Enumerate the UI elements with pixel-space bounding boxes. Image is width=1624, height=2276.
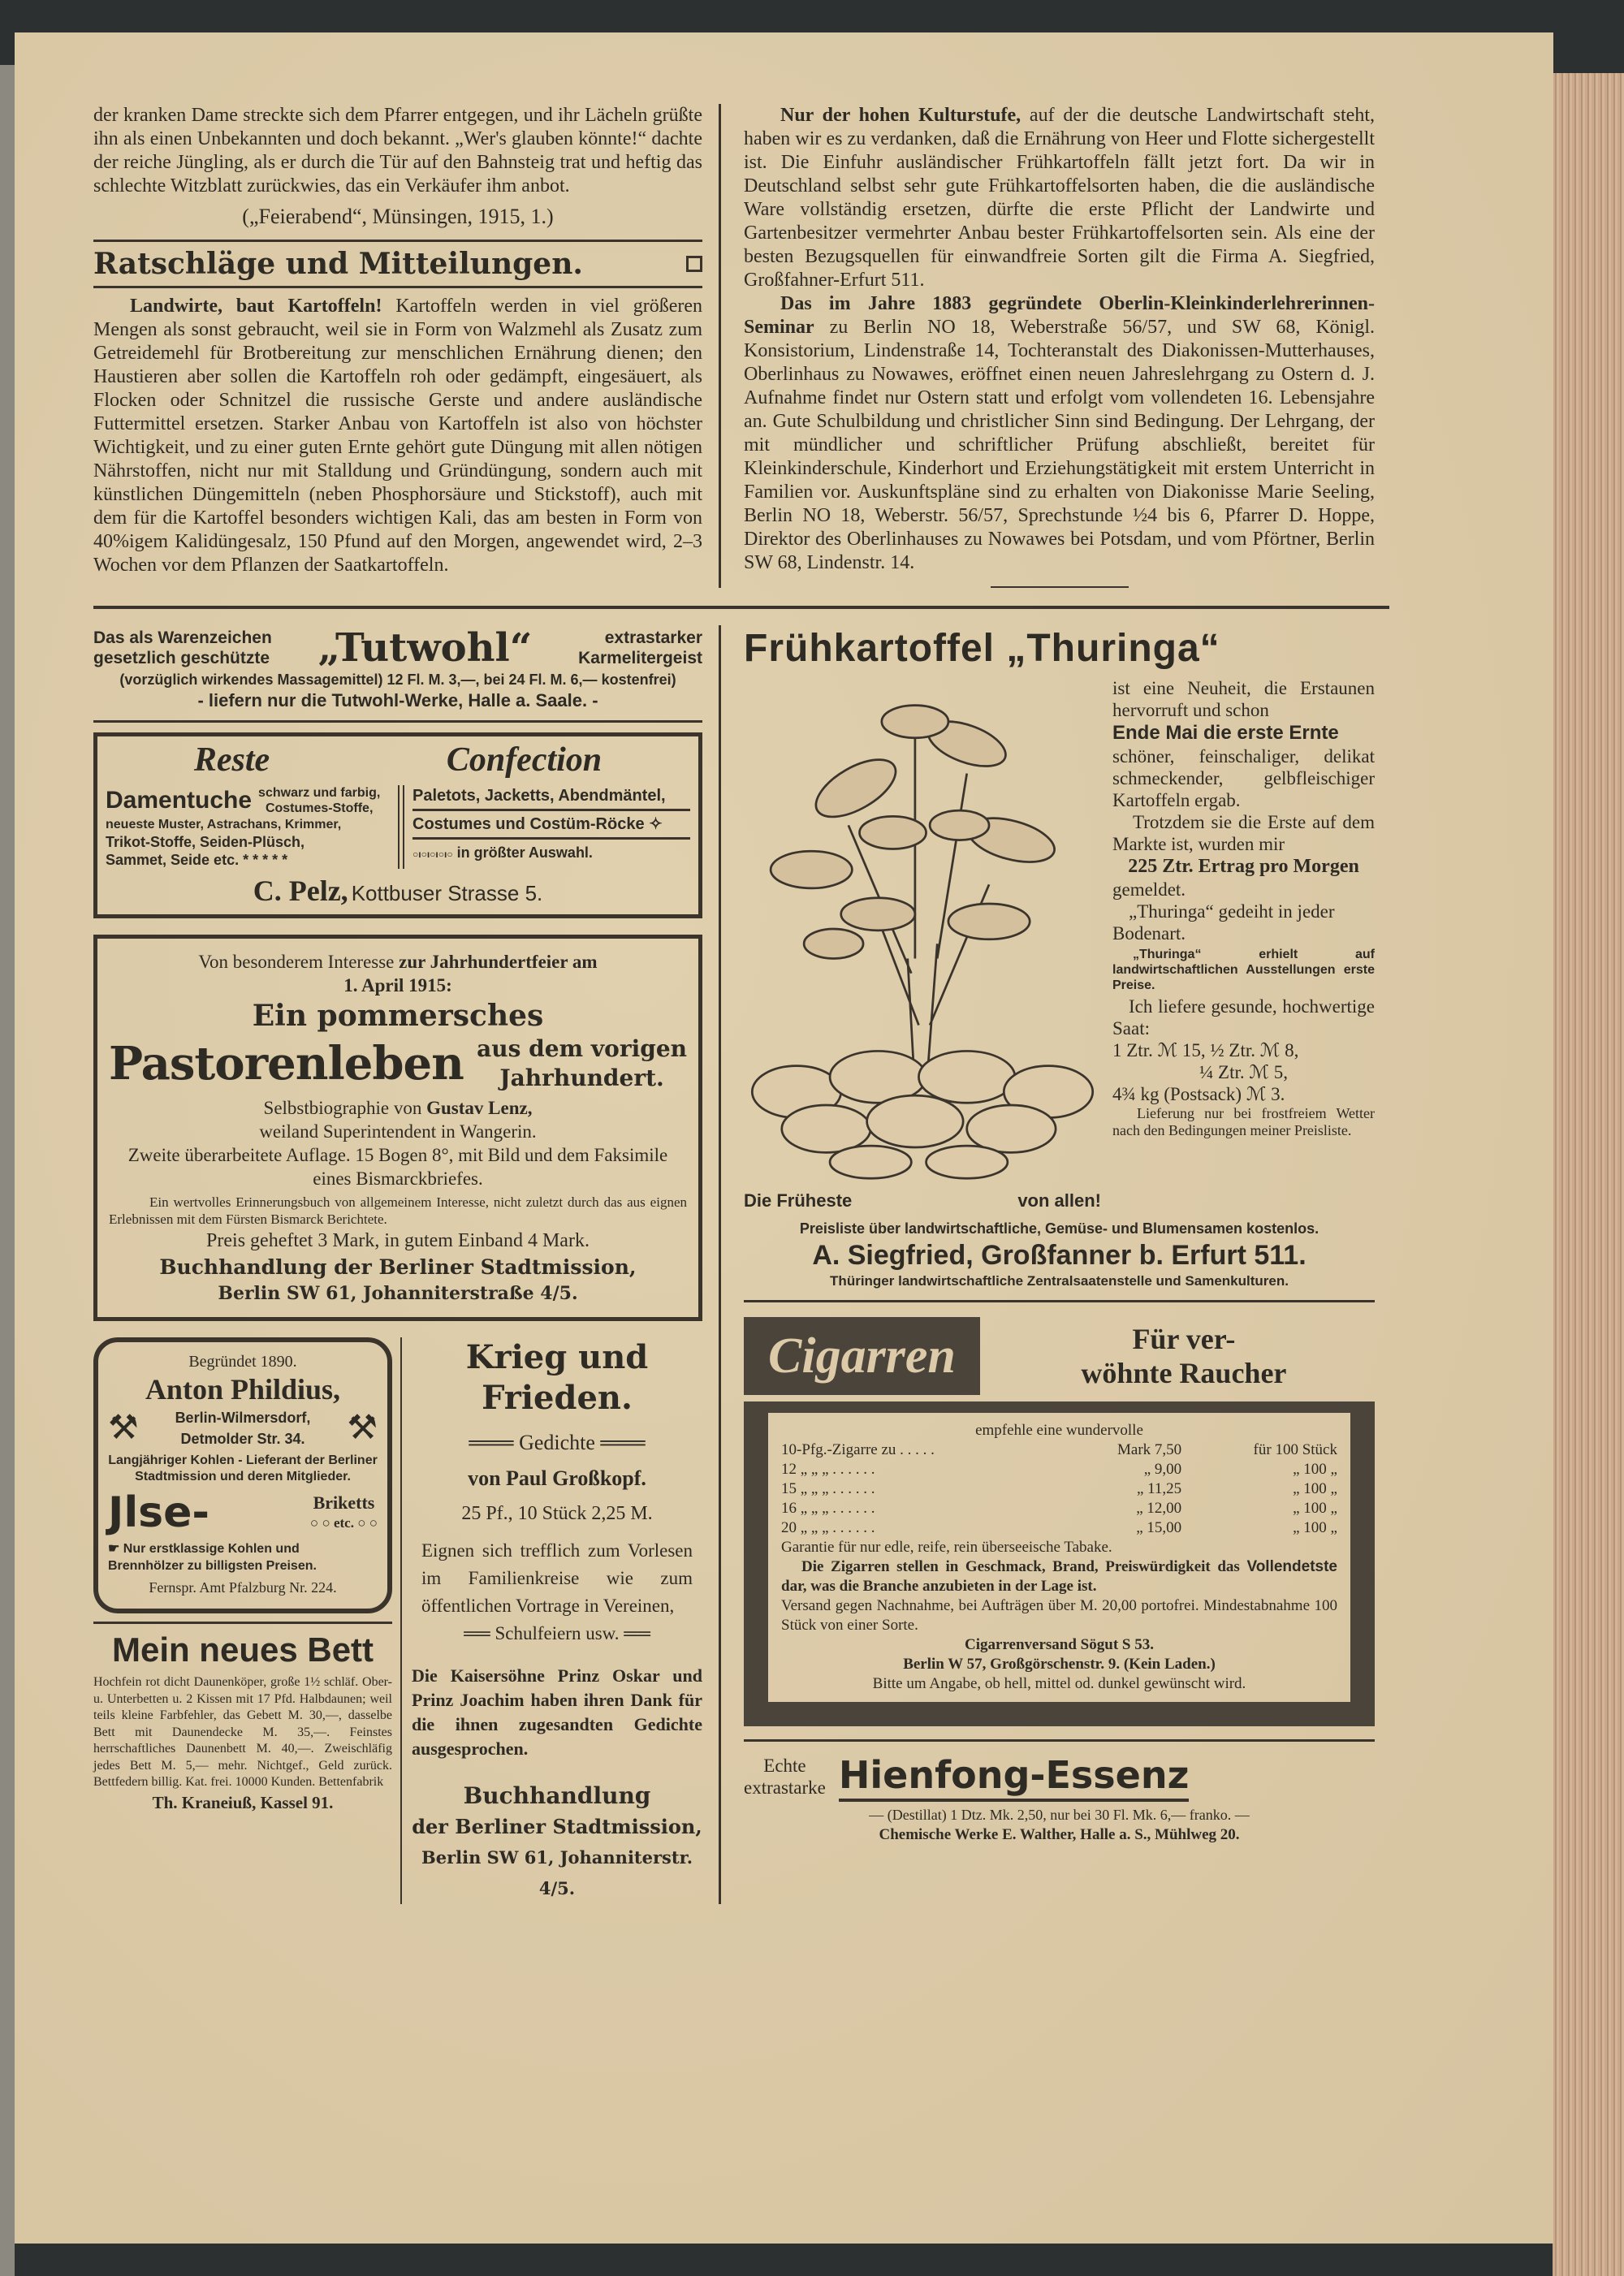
section-heading: Ratschläge und Mitteilungen. xyxy=(93,247,583,281)
ad-text: ☛ Nur erstklassige Kohlen und Brennhölzer zu billigsten Preisen. xyxy=(108,1542,317,1573)
price-row xyxy=(781,1460,1337,1479)
ad-text: „Thuringa“ gedeiht in jeder Bodenart. xyxy=(1112,901,1335,944)
price-row xyxy=(781,1499,1337,1518)
ad-right-block: Paletots, Jacketts, Abendmäntel, Costumes und Costüm-Röcke ✧ ○ı○ı○ı○ı○ in größter Auswahl. xyxy=(412,785,690,869)
bottom-left-subcolumn xyxy=(93,1337,400,1904)
article-kulturstufe xyxy=(744,104,1375,292)
price-row xyxy=(781,1440,1337,1460)
bottom-left-ads xyxy=(93,1337,702,1904)
ad-text: neueste Muster, Astrachans, Krimmer, xyxy=(106,818,342,831)
price-cell: „ 9,00 xyxy=(1143,1461,1182,1478)
right-ads-column xyxy=(719,625,1375,1904)
price-cell: „ 100 „ xyxy=(1293,1480,1337,1497)
divider xyxy=(93,720,702,723)
ad-brand: „Tutwohl“ xyxy=(317,625,533,671)
price-cell: „ 12,00 xyxy=(1136,1500,1182,1517)
scan-left-edge xyxy=(0,65,15,2276)
ad-text: Garantie für nur edle, reife, rein überseeische Tabake. Die Zigarren stellen in Geschmack, Brand, Preiswürdigkeit das Vollendetste dar, was die Branche anzubieten in der Lage ist. Versand gegen Nachnahme, bei Aufträgen über M. 20,00 portofrei. Mindestabnahme 100 Stück von einer Sorte. Cigarrenversand Sögut S 53. Berlin W 57, Großgörschenstr. 9. (Kein Laden.) Bitte um Angabe, ob hell, mittel od. dunkel gewünscht wird. xyxy=(781,1539,1337,1692)
article-body: Kartoffeln werden in viel größeren Mengen als sonst gebraucht, weil sie in Form von Walzmehl als Zusatz zum Getreidemehl für Brotbereitung zur menschlichen Ernährung dienen; den Haustieren aber sollen die Kartoffeln roh oder gedämpft, eingesäuert, als Flocken oder Schnitzel die russische Gerste und andere ausländische Futtermittel ersetzen. Starker Anbau von Kartoffeln ist also von höchster Wichtigkeit, und zu einer guten Ernte gehört gute Düngung mit allen nötigen Nährstoffen, nicht nur mit Stalldung und Gründüngung, sondern auch mit künstlichen Düngemitteln (neben Phosphorsäure und Stickstoff), auch mit dem für die Kartoffel besonders wichtigen Kali, das am besten in Form von 40%igem Kalidüngesalz, 150 Pfund auf den Morgen, angewendet wird, 2–3 Wochen vor dem Pflanzen der Saatkartoffeln. xyxy=(93,296,702,576)
ad-price: ¼ Ztr. ℳ 5, xyxy=(1199,1062,1288,1082)
ad-text: ══ Schulfeiern usw. ══ xyxy=(464,1623,650,1643)
ad-title: Krieg und Frieden. xyxy=(465,1338,649,1417)
price-cell: „ 100 „ xyxy=(1293,1461,1337,1478)
ad-price: 25 Pf., 10 Stück 2,25 M. xyxy=(461,1503,653,1524)
ad-title: Confection xyxy=(446,741,603,779)
ad-text: Lieferung nur bei frostfreiem Wetter nach den Bedingungen meiner Preisliste. xyxy=(1112,1105,1375,1138)
ad-text: Von besonderem Interesse zur Jahrhundertfeier am 1. April 1915: xyxy=(198,952,598,995)
potato-plant-illustration xyxy=(744,677,1101,1181)
divider xyxy=(991,586,1129,588)
ad-headline: Für ver- wöhnte Raucher xyxy=(1081,1323,1287,1389)
ad-price: 4¾ kg (Postsack) ℳ 3. xyxy=(1112,1084,1285,1104)
price-cell: Mark 7,50 xyxy=(1117,1441,1182,1458)
right-column xyxy=(719,104,1375,588)
ad-phildius xyxy=(93,1337,392,1613)
ad-brand: Jlse- xyxy=(108,1488,209,1537)
ad-text: Begründet 1890. xyxy=(188,1353,297,1371)
ad-text: Ich liefere gesunde, hochwertige Saat: xyxy=(1112,996,1375,1039)
ads-section xyxy=(93,625,1389,1904)
divider xyxy=(744,1739,1375,1742)
ad-signature: C. Pelz, Kottbuser Strasse 5. xyxy=(253,875,543,907)
ad-advertiser: Anton Phildius, xyxy=(145,1373,341,1406)
ad-text: Hochfein rot dicht Daunenköper, große 1½ schläf. Ober- u. Unterbetten u. 2 Kissen mit 17 Pfd. Halbdaunen; weil teils kleine Farbfehler, das Gebett M. 30,—, dasselbe Bett mit Daunendecke M. 35,—. Feinstes herrschaftliches Daunenbett M. 40,—. Zweischläfig jedes Bett M. 5,— mehr. Nichtgef., Geld zurück. Bettfedern billig. Kat. frei. 10000 Kunden. Bettenfabrik xyxy=(93,1675,392,1789)
ad-left-block xyxy=(106,785,390,869)
ad-pastorenleben xyxy=(93,935,702,1321)
ad-text: gemeldet. xyxy=(1112,879,1186,900)
ad-thuringa xyxy=(744,625,1375,1290)
section-heading-row xyxy=(93,242,702,286)
ad-text: Preisliste über landwirtschaftliche, Gemüse- und Blumensamen kostenlos. xyxy=(799,1220,1320,1237)
article-lead: Das im Jahre 1883 gegründete Oberlin-Kleinkinderlehrerinnen-Seminar xyxy=(744,293,1375,338)
ad-frame xyxy=(744,1401,1375,1726)
pointing-hand-icon: ☛ xyxy=(108,1542,123,1556)
ad-text: Das als Warenzeichen gesetzlich geschützte xyxy=(93,628,272,667)
ad-supplier: - liefern nur die Tutwohl-Werke, Halle a. Saale. - xyxy=(197,690,598,710)
ad-text: Selbstbiographie von Gustav Lenz, weiland Superintendent in Wangerin. xyxy=(259,1098,537,1142)
ad-publisher: Buchhandlung der Berliner Stadtmission, Berlin SW 61, Johanniterstraße 4/5. xyxy=(159,1255,637,1304)
ad-headline: Pastorenleben xyxy=(109,1037,464,1090)
hammers-icon: ⚒ xyxy=(347,1410,378,1447)
article-body: auf der die deutsche Landwirtschaft steht, haben wir es zu verdanken, daß die Ernährung von Heer und Flotte sichergestellt ist. Die Einfuhr ausländischer Frühkartoffeln fällt jetzt fort. Da wir in Deutschland selbst sehr gute Frühkartoffelsorten haben, die die ausländische Ware vollständig ersetzen, dürfte die erste Pflicht der Landwirte und Gartenbesitzer vermehrter Anbau bester Frühkartoffelsorten sein. Als eine der besten Bezugsquellen für einwandfreie Sorten gilt die Firma A. Siegfried, Großfahner-Erfurt 511. xyxy=(744,105,1376,291)
ad-banner: Cigarren xyxy=(744,1317,980,1395)
ad-text: Die Kaisersöhne Prinz Oskar und Prinz Joachim haben ihren Dank für die ihnen zugesandten Gedichte ausgesprochen. xyxy=(412,1665,702,1759)
article-body: zu Berlin NO 18, Weberstraße 56/57, und SW 68, Königl. Konsistorium, Lindenstraße 14, Tochteranstalt des Diakonissen-Mutterhauses, Oberlinhaus zu Nowawes, eröffnet einen neuen Jahreslehrgang zu Ostern d. J. Aufnahme findet nur Ostern statt und erfolgt vom vollendeten 16. Lebensjahre an. Gute Schulbildung und christlicher Sinn sind Bedingung. Der Lehrgang, der mit mündlicher und schriftlicher Prüfung abschließt, bereitet für Kleinkinderschule, Kinderhort und Erziehungstätigkeit mit erstem Unterricht in Familien vor. Auskunftspläne sind zu erhalten von Diakonisse Marie Seeling, Berlin NO 18, Weberstr. 56/57, Sprechstunde ½4 bis 6, Pfarrer D. Hoppe, Direktor des Oberlinhauses zu Nowawes bei Potsdam, und vom Pförtner, Berlin SW 68, Lindenstr. 14. xyxy=(744,317,1375,573)
ad-text: schöner, feinschaliger, delikat schmeckender, gelbfleischiger Kartoffeln ergab. xyxy=(1112,746,1375,810)
ad-title: Reste xyxy=(193,741,270,779)
ad-cigarren xyxy=(744,1317,1375,1726)
ad-advertiser: Chemische Werke E. Walther, Halle a. S., Mühlweg 20. xyxy=(879,1826,1240,1843)
price-cell: 15 „ „ „ . . . . . . xyxy=(781,1480,875,1497)
divider xyxy=(744,1300,1375,1302)
ad-text: Damentuche xyxy=(106,787,253,814)
ad-text-column xyxy=(1112,677,1375,1212)
price-cell: für 100 Stück xyxy=(1253,1441,1337,1458)
ad-text: „Thuringa“ erhielt auf landwirtschaftlichen Ausstellungen erste Preise. xyxy=(1112,948,1375,992)
ad-krieg-und-frieden xyxy=(400,1337,702,1904)
price-table xyxy=(781,1440,1337,1538)
ad-text: Echte extrastarke xyxy=(744,1756,826,1798)
price-cell: 10-Pfg.-Zigarre zu . . . . . xyxy=(781,1441,935,1458)
story-citation: („Feierabend“, Münsingen, 1915, 1.) xyxy=(242,205,554,228)
price-row xyxy=(781,1479,1337,1499)
price-cell: 12 „ „ „ . . . . . . xyxy=(781,1461,875,1478)
ad-address: Berlin-Wilmersdorf, Detmolder Str. 34. xyxy=(175,1410,311,1447)
price-row xyxy=(781,1518,1337,1538)
ad-hienfong xyxy=(744,1751,1375,1845)
ad-text: ist eine Neuheit, die Erstaunen hervorruft und schon xyxy=(1112,678,1375,720)
ad-pelz xyxy=(93,732,702,918)
ad-author: von Paul Großkopf. xyxy=(468,1466,646,1490)
price-cell: „ 100 „ xyxy=(1293,1519,1337,1536)
ad-title: Frühkartoffel „Thuringa“ xyxy=(744,627,1220,670)
column-divider xyxy=(398,785,404,869)
ad-text: Eignen sich trefflich zum Vorlesen im Familienkreise wie zum öffentlichen Vortrage in Vereinen, xyxy=(421,1540,693,1616)
left-ads-column xyxy=(93,625,719,1904)
ad-text: Briketts ○ ○ etc. ○ ○ xyxy=(309,1492,378,1531)
divider xyxy=(93,1622,392,1624)
price-cell: 20 „ „ „ . . . . . . xyxy=(781,1519,875,1536)
ad-price: (vorzüglich wirkendes Massagemittel) 12 Fl. M. 3,—, bei 24 Fl. M. 6,— kostenfrei) xyxy=(119,672,676,688)
price-cell: „ 15,00 xyxy=(1136,1519,1182,1536)
ad-price: 1 Ztr. ℳ 15, ½ Ztr. ℳ 8, xyxy=(1112,1040,1299,1060)
ad-tutwohl xyxy=(93,625,702,712)
ad-title: Ein pommersches xyxy=(252,999,544,1033)
illustration-block xyxy=(744,677,1101,1212)
illustration-captions xyxy=(744,1190,1101,1212)
ad-text: Zweite überarbeitete Auflage. 15 Bogen 8°, mit Bild und dem Faksimile eines Bismarckbriefes. xyxy=(127,1145,668,1189)
top-section xyxy=(93,104,1389,588)
section-divider xyxy=(93,606,1389,609)
book-page-edges xyxy=(1553,73,1624,2276)
price-cell: „ 11,25 xyxy=(1136,1480,1182,1497)
ad-advertiser: Th. Kraneiuß, Kassel 91. xyxy=(152,1792,334,1812)
ad-price: Preis geheftet 3 Mark, in gutem Einband 4 Mark. xyxy=(206,1230,590,1251)
ad-highlight: 225 Ztr. Ertrag pro Morgen xyxy=(1128,856,1359,877)
square-ornament-icon xyxy=(686,256,702,272)
ad-subtitle: ═══ Gedichte ═══ xyxy=(469,1431,646,1454)
ad-phone: Fernspr. Amt Pfalzburg Nr. 224. xyxy=(149,1579,337,1596)
ad-highlight: Ende Mai die erste Ernte xyxy=(1112,722,1339,744)
ad-text: Langjähriger Kohlen - Lieferant der Berliner Stadtmission und deren Mitglieder. xyxy=(108,1453,378,1484)
ad-text: empfehle eine wundervolle xyxy=(975,1422,1143,1439)
illustration-caption: Die Früheste xyxy=(744,1190,853,1211)
newspaper-page xyxy=(15,32,1553,2244)
ad-text: Trotzdem sie die Erste auf dem Markte ist, wurden mir xyxy=(1112,812,1375,854)
ad-advertiser: A. Siegfried, Großfanner b. Erfurt 511. xyxy=(812,1240,1307,1271)
ad-title: Mein neues Bett xyxy=(111,1630,374,1669)
ad-text: Ein wertvolles Erinnerungsbuch von allgemeinem Interesse, nicht zuletzt durch das aus eignen Erlebnissen mit dem Fürsten Bismarck Berichtete. xyxy=(109,1194,687,1227)
article-kartoffeln xyxy=(93,295,702,577)
ad-text: aus dem vorigen Jahrhundert. xyxy=(477,1035,687,1091)
price-cell: 16 „ „ „ . . . . . . xyxy=(781,1500,875,1517)
article-lead: Nur der hohen Kulturstufe, xyxy=(780,105,1021,126)
story-text: der kranken Dame streckte sich dem Pfarrer entgegen, und ihr Lächeln grüßte ihn als einen Unbekannten und doch bekannt. „Wer's glauben könnte!“ dachte der reiche Jüngling, als er durch die Tür auf den Bahnsteig trat und heftig das schlechte Witzblatt zurückwies, das ein Verkäufer ihm anbot. xyxy=(93,105,702,197)
ad-header xyxy=(744,1317,1375,1395)
ad-text: Sammet, Seide etc. * * * * * xyxy=(106,852,288,868)
ad-text: Trikot-Stoffe, Seiden-Plüsch, xyxy=(106,834,305,850)
ad-publisher: Buchhandlung der Berliner Stadtmission, Berlin SW 61, Johanniterstr. 4/5. xyxy=(412,1782,702,1898)
ad-brand: Hienfong-Essenz xyxy=(839,1751,1190,1802)
divider xyxy=(93,286,702,288)
ad-price: — (Destillat) 1 Dtz. Mk. 2,50, nur bei 30 Fl. Mk. 6,— franko. — xyxy=(869,1807,1250,1823)
price-cell: „ 100 „ xyxy=(1293,1500,1337,1517)
illustration-caption: von allen! xyxy=(1017,1190,1101,1211)
left-column xyxy=(93,104,719,588)
article-lead: Landwirte, baut Kartoffeln! xyxy=(130,296,382,317)
ad-title-row xyxy=(106,740,690,780)
ad-text: extrastarker Karmelitergeist xyxy=(578,628,702,667)
article-oberlin xyxy=(744,292,1375,575)
hammers-icon: ⚒ xyxy=(108,1410,139,1447)
ad-text: schwarz und farbig, Costumes-Stoffe, xyxy=(258,786,381,815)
ad-text: Thüringer landwirtschaftliche Zentralsaatenstelle und Samenkulturen. xyxy=(830,1273,1289,1289)
